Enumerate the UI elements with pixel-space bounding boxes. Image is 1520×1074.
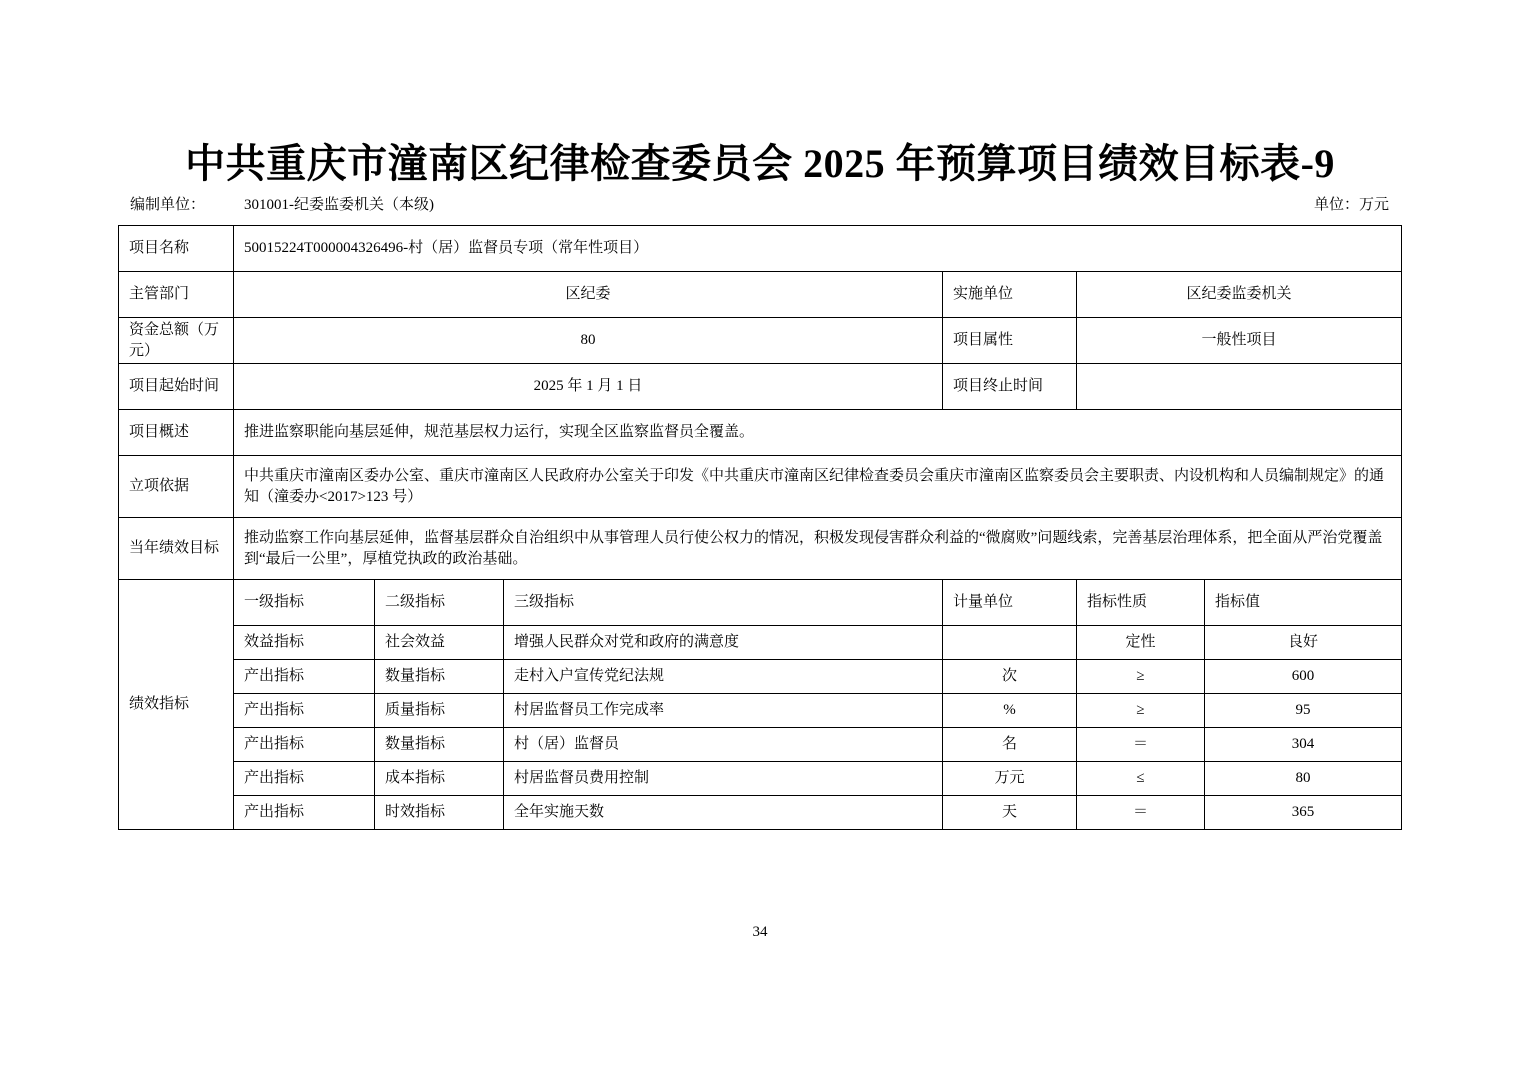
value-cell: 365 xyxy=(1205,796,1402,830)
start-value: 2025 年 1 月 1 日 xyxy=(234,364,943,410)
unit-cell: 天 xyxy=(943,796,1077,830)
goal-value: 推动监察工作向基层延伸，监督基层群众自治组织中从事管理人员行使公权力的情况，积极发现侵害群众利益的“微腐败”问题线索，完善基层治理体系，把全面从严治党覆盖到“最后一公里”，厚植党执政的政治基础。 xyxy=(234,518,1402,580)
performance-table xyxy=(118,225,1402,830)
overview-label: 项目概述 xyxy=(119,410,234,456)
project-name-label: 项目名称 xyxy=(119,226,234,272)
indicator-header-row xyxy=(119,580,1402,626)
level1-cell: 产出指标 xyxy=(234,694,375,728)
nature-cell: ≤ xyxy=(1077,762,1205,796)
unit-label: 单位：万元 xyxy=(1314,197,1390,213)
level3-cell: 村居监督员工作完成率 xyxy=(504,694,943,728)
nature-cell: ≥ xyxy=(1077,660,1205,694)
value-cell: 80 xyxy=(1205,762,1402,796)
table-row xyxy=(119,694,1402,728)
overview-value: 推进监察职能向基层延伸，规范基层权力运行，实现全区监察监督员全覆盖。 xyxy=(234,410,1402,456)
page-title: 中共重庆市潼南区纪律检查委员会 2025 年预算项目绩效目标表-9 xyxy=(185,141,1335,186)
value-cell: 304 xyxy=(1205,728,1402,762)
unit-cell xyxy=(943,626,1077,660)
fund-label: 资金总额（万元） xyxy=(119,318,234,364)
row-project-name xyxy=(119,226,1402,272)
level3-cell: 村居监督员费用控制 xyxy=(504,762,943,796)
level3-cell: 走村入户宣传党纪法规 xyxy=(504,660,943,694)
table-row xyxy=(119,626,1402,660)
page-number: 34 xyxy=(752,924,768,940)
level1-cell: 产出指标 xyxy=(234,762,375,796)
level2-cell: 社会效益 xyxy=(375,626,504,660)
attr-value: 一般性项目 xyxy=(1077,318,1402,364)
value-cell: 95 xyxy=(1205,694,1402,728)
level3-cell: 全年实施天数 xyxy=(504,796,943,830)
basis-label: 立项依据 xyxy=(119,456,234,518)
end-label: 项目终止时间 xyxy=(943,364,1077,410)
unit-cell: % xyxy=(943,694,1077,728)
unit-cell: 万元 xyxy=(943,762,1077,796)
goal-label: 当年绩效目标 xyxy=(119,518,234,580)
table-row xyxy=(119,796,1402,830)
table-row xyxy=(119,728,1402,762)
level1-cell: 产出指标 xyxy=(234,796,375,830)
row-basis xyxy=(119,456,1402,518)
row-dept xyxy=(119,272,1402,318)
row-overview xyxy=(119,410,1402,456)
impl-label: 实施单位 xyxy=(943,272,1077,318)
org-value: 301001-纪委监委机关（本级) xyxy=(244,197,434,213)
nature-cell: ＝ xyxy=(1077,796,1205,830)
row-fund xyxy=(119,318,1402,364)
nature-cell: ≥ xyxy=(1077,694,1205,728)
table-row xyxy=(119,762,1402,796)
header-level1: 一级指标 xyxy=(234,580,375,626)
fund-value: 80 xyxy=(234,318,943,364)
nature-cell: 定性 xyxy=(1077,626,1205,660)
level3-cell: 增强人民群众对党和政府的满意度 xyxy=(504,626,943,660)
row-goal xyxy=(119,518,1402,580)
level2-cell: 数量指标 xyxy=(375,728,504,762)
level2-cell: 成本指标 xyxy=(375,762,504,796)
impl-value: 区纪委监委机关 xyxy=(1077,272,1402,318)
project-name-value: 50015224T000004326496-村（居）监督员专项（常年性项目） xyxy=(234,226,1402,272)
header-value: 指标值 xyxy=(1205,580,1402,626)
nature-cell: ＝ xyxy=(1077,728,1205,762)
dept-label: 主管部门 xyxy=(119,272,234,318)
unit-cell: 次 xyxy=(943,660,1077,694)
table-row xyxy=(119,660,1402,694)
org-label: 编制单位： xyxy=(130,197,206,213)
basis-value: 中共重庆市潼南区委办公室、重庆市潼南区人民政府办公室关于印发《中共重庆市潼南区纪律检查委员会重庆市潼南区监察委员会主要职责、内设机构和人员编制规定》的通知（潼委办<2017>123 号） xyxy=(234,456,1402,518)
level2-cell: 数量指标 xyxy=(375,660,504,694)
header-unit: 计量单位 xyxy=(943,580,1077,626)
header-level3: 三级指标 xyxy=(504,580,943,626)
dept-value: 区纪委 xyxy=(234,272,943,318)
end-value xyxy=(1077,364,1402,410)
unit-cell: 名 xyxy=(943,728,1077,762)
level2-cell: 质量指标 xyxy=(375,694,504,728)
level1-cell: 产出指标 xyxy=(234,660,375,694)
level1-cell: 产出指标 xyxy=(234,728,375,762)
value-cell: 良好 xyxy=(1205,626,1402,660)
level2-cell: 时效指标 xyxy=(375,796,504,830)
value-cell: 600 xyxy=(1205,660,1402,694)
indicators-label: 绩效指标 xyxy=(119,580,234,830)
level1-cell: 效益指标 xyxy=(234,626,375,660)
header-nature: 指标性质 xyxy=(1077,580,1205,626)
row-time xyxy=(119,364,1402,410)
header-level2: 二级指标 xyxy=(375,580,504,626)
level3-cell: 村（居）监督员 xyxy=(504,728,943,762)
attr-label: 项目属性 xyxy=(943,318,1077,364)
start-label: 项目起始时间 xyxy=(119,364,234,410)
